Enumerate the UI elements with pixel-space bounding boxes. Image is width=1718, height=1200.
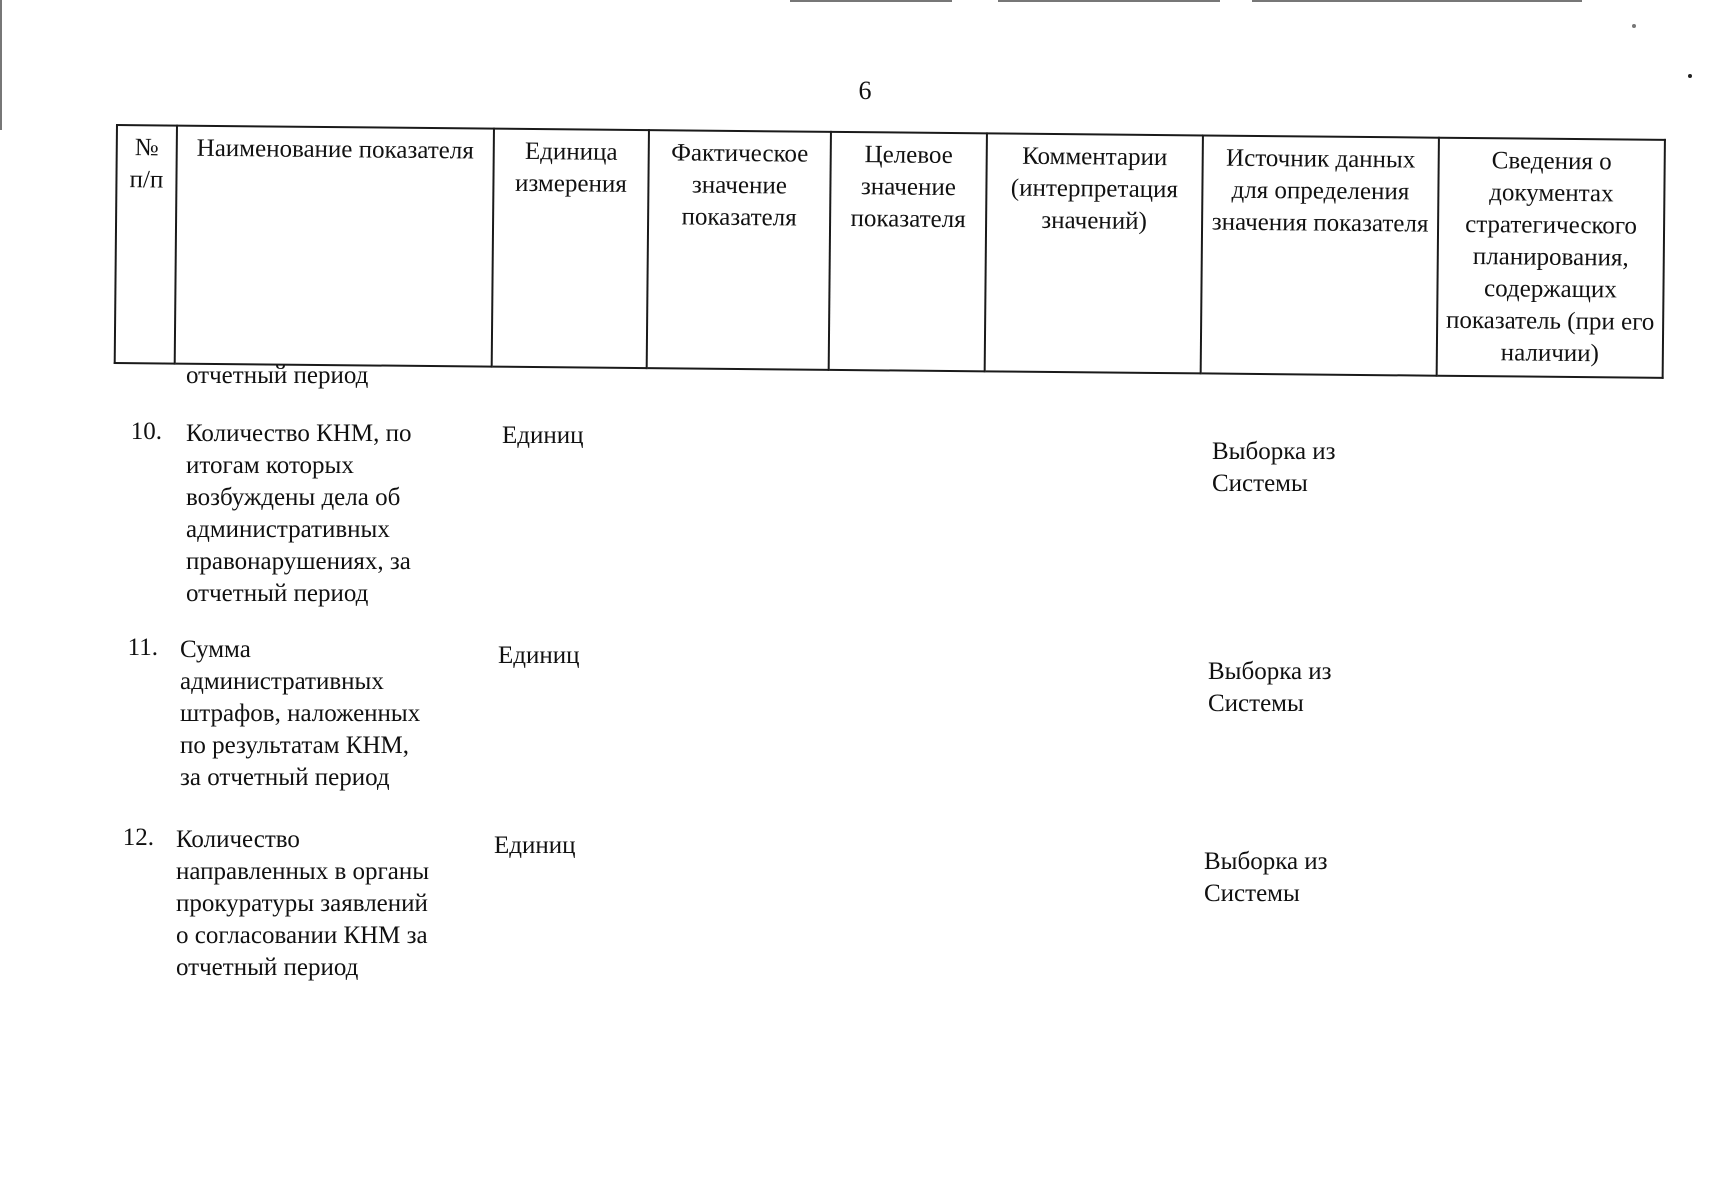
- row-12-source: Выборка из Системы: [1204, 848, 1328, 907]
- row-12-name: Количество направленных в органы прокуратуры заявлений о согласовании КНМ за отчетный период: [176, 826, 430, 981]
- row-11-source: Выборка из Системы: [1208, 658, 1332, 717]
- header-actual-value: Фактическое значение показателя: [647, 130, 831, 370]
- row-11-number: 11.: [127, 634, 158, 661]
- row-10-name: Количество КНМ, по итогам которых возбуждены дела об административных правонарушениях, за отчетный период: [186, 420, 412, 607]
- header-data-source: Источник данных для определения значения показателя: [1201, 135, 1439, 375]
- page-number: 6: [858, 76, 872, 105]
- row-12-number: 12.: [122, 824, 154, 851]
- header-strategic-documents: Сведения о документах стратегического планирования, содержащих показатель (при его наличии): [1437, 138, 1665, 378]
- row-11-name: Сумма административных штрафов, наложенных по результатам КНМ, за отчетный период: [180, 636, 421, 791]
- row-10-unit: Единиц: [502, 422, 584, 449]
- header-comments: Комментарии (интерпретация значений): [985, 133, 1203, 373]
- header-unit: Единица измерения: [492, 129, 649, 368]
- continuation-text: отчетный период: [186, 362, 369, 389]
- row-11-unit: Единиц: [498, 642, 580, 669]
- header-number: № п/п: [115, 125, 177, 364]
- row-10-source: Выборка из Системы: [1212, 438, 1336, 497]
- row-10-number: 10.: [130, 418, 162, 445]
- row-12-unit: Единиц: [494, 832, 576, 859]
- header-indicator-name: Наименование показателя: [175, 126, 494, 367]
- header-target-value: Целевое значение показателя: [829, 132, 987, 371]
